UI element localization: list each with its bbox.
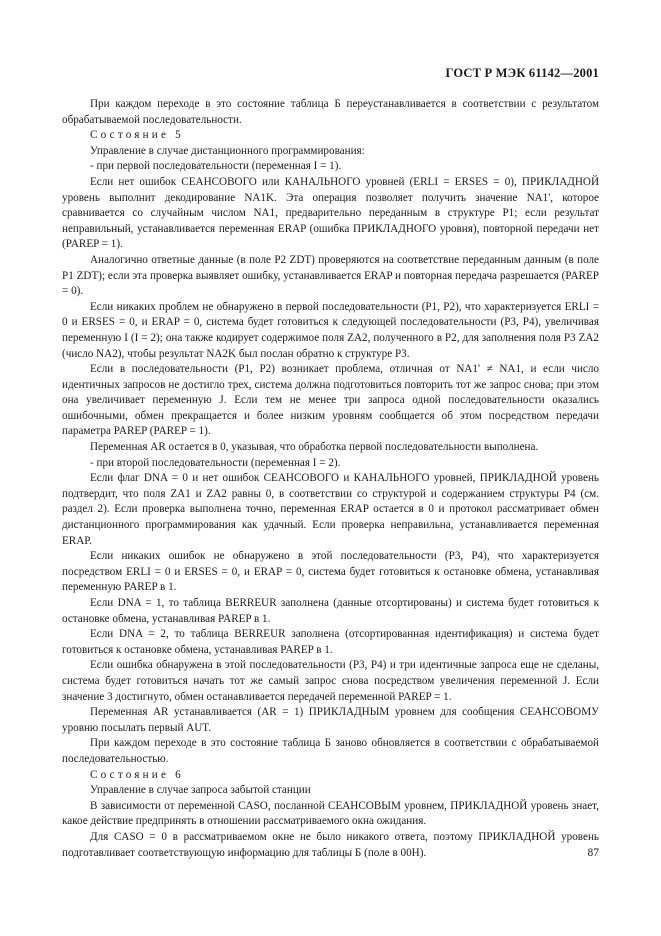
paragraph: Если DNA = 1, то таблица BERREUR заполнена (данные отсортированы) и система будет готовиться к остановке обмена, устанавливая PAREP в 1. xyxy=(62,597,599,625)
paragraph: Если в последовательности (P1, P2) возникает проблема, отличная от NA1' ≠ NA1, и если число идентичных запросов не достигло трех, система должна подготовиться повторить тот же запрос снова; при этом она увеличивает переменную J. Если тем не менее три запроса одной последовательности оказались ошибочными, обмен прекращается и более низким уровням сообщается об этом посредством передачи параметра PAREP (PAREP = 1). xyxy=(62,363,599,438)
paragraph: Для CASO = 0 в рассматриваемом окне не было никакого ответа, поэтому ПРИКЛАДНОЙ уровень подготавливает соответствующую информацию для таблицы Б (поле в 00H). xyxy=(62,830,599,859)
paragraph: Управление в случае запроса забытой станции xyxy=(90,784,311,797)
paragraph: Если никаких ошибок не обнаружено в этой последовательности (P3, P4), что характеризуется посредством ERLI = 0 и ERSES = 0, и ERAP = 0, система будет готовиться к остановке обмена, устанавливая переменную PAREP в 1. xyxy=(62,550,599,594)
paragraph: Аналогично ответные данные (в поле P2 ZDT) проверяются на соответствие переданным данным (в поле P1 ZDT); если эта проверка выявляет ошибку, устанавливается ERAP и повторная передача разрешается (PAREP = 0). xyxy=(62,253,599,298)
paragraph: Если нет ошибок СЕАНСОВОГО или КАНАЛЬНОГО уровней (ERLI = ERSES = 0), ПРИКЛАДНОЙ уровень выполнит декодирование NA1K. Эта операция позволяет получить значение NA1', которое сравнивается со случайным числом NA1, предварительно переданным в структуре P1; если результат неправильный, устанавливается переменная ERAP (ошибка ПРИКЛАДНОГО уровня), повторной передачи нет (PAREP = 1). xyxy=(62,175,599,251)
paragraph: - при первой последовательности (переменная I = 1). xyxy=(90,160,342,173)
standard-header: ГОСТ Р МЭК 61142—2001 xyxy=(445,66,599,80)
section-heading-state-6: Состояние 6 xyxy=(90,768,184,781)
paragraph: Если флаг DNA = 0 и нет ошибок СЕАНСОВОГО и КАНАЛЬНОГО уровней, ПРИКЛАДНОЙ уровень подтвердит, что поля ZA1 и ZA2 равны 0, в соответствии со структурой и содержанием структуры P4 (см. раздел 2). Если проверка выполнена точно, переменная ERAP остается в 0 и протокол рассматривает обмен дистанционного программирования как удачный. Если проверка неправильна, устанавливается переменная ERAP. xyxy=(62,472,599,547)
paragraph: Если никаких проблем не обнаружено в первой последовательности (P1, P2), что характеризуется ERLI = 0 и ERSES = 0, и ERAP = 0, система будет готовиться к следующей последовательности (P3, P4), увеличивая переменную I (I = 2); она также кодирует содержимое поля ZA2, полученного в P2, для заполнения поля P3 ZA2 (число NA2), чтобы результат NA2K был послан обратно к структуре P3. xyxy=(62,300,599,360)
paragraph: Переменная AR остается в 0, указывая, что обработка первой последовательности выполнена. xyxy=(90,441,539,454)
paragraph: Управление в случае дистанционного программирования: xyxy=(90,144,365,157)
paragraph: - при второй последовательности (переменная I = 2). xyxy=(90,456,341,469)
paragraph: Если DNA = 2, то таблица BERREUR заполнена (отсортированная идентификация) и система будет готовиться к остановке обмена, устанавливая PAREP в 1. xyxy=(62,628,599,656)
paragraph: При каждом переходе в это состояние таблица Б заново обновляется в соответствии с обрабатываемой последовательностью. xyxy=(62,737,599,765)
paragraph: Переменная AR устанавливается (AR = 1) ПРИКЛАДНЫМ уровнем для сообщения СЕАНСОВОМУ уровню посылать первый AUT. xyxy=(62,706,599,734)
page-number: 87 xyxy=(587,847,599,859)
section-heading-state-5: Состояние 5 xyxy=(90,129,184,142)
body-text xyxy=(62,97,599,861)
paragraph: В зависимости от переменной CASO, посланной СЕАНСОВЫМ уровнем, ПРИКЛАДНОЙ уровень знает, какое действие предпринять в отношении рассматриваемого окна ожидания. xyxy=(62,799,599,828)
paragraph: При каждом переходе в это состояние таблица Б переустанавливается в соответствии с результатом обрабатываемой последовательности. xyxy=(62,98,599,126)
paragraph: Если ошибка обнаружена в этой последовательности (P3, P4) и три идентичные запроса еще не сделаны, система будет готовиться начать тот же самый запрос снова посредством увеличения переменной J. Если значение 3 достигнуто, обмен останавливается передачей переменной PAREP = 1. xyxy=(62,659,599,703)
